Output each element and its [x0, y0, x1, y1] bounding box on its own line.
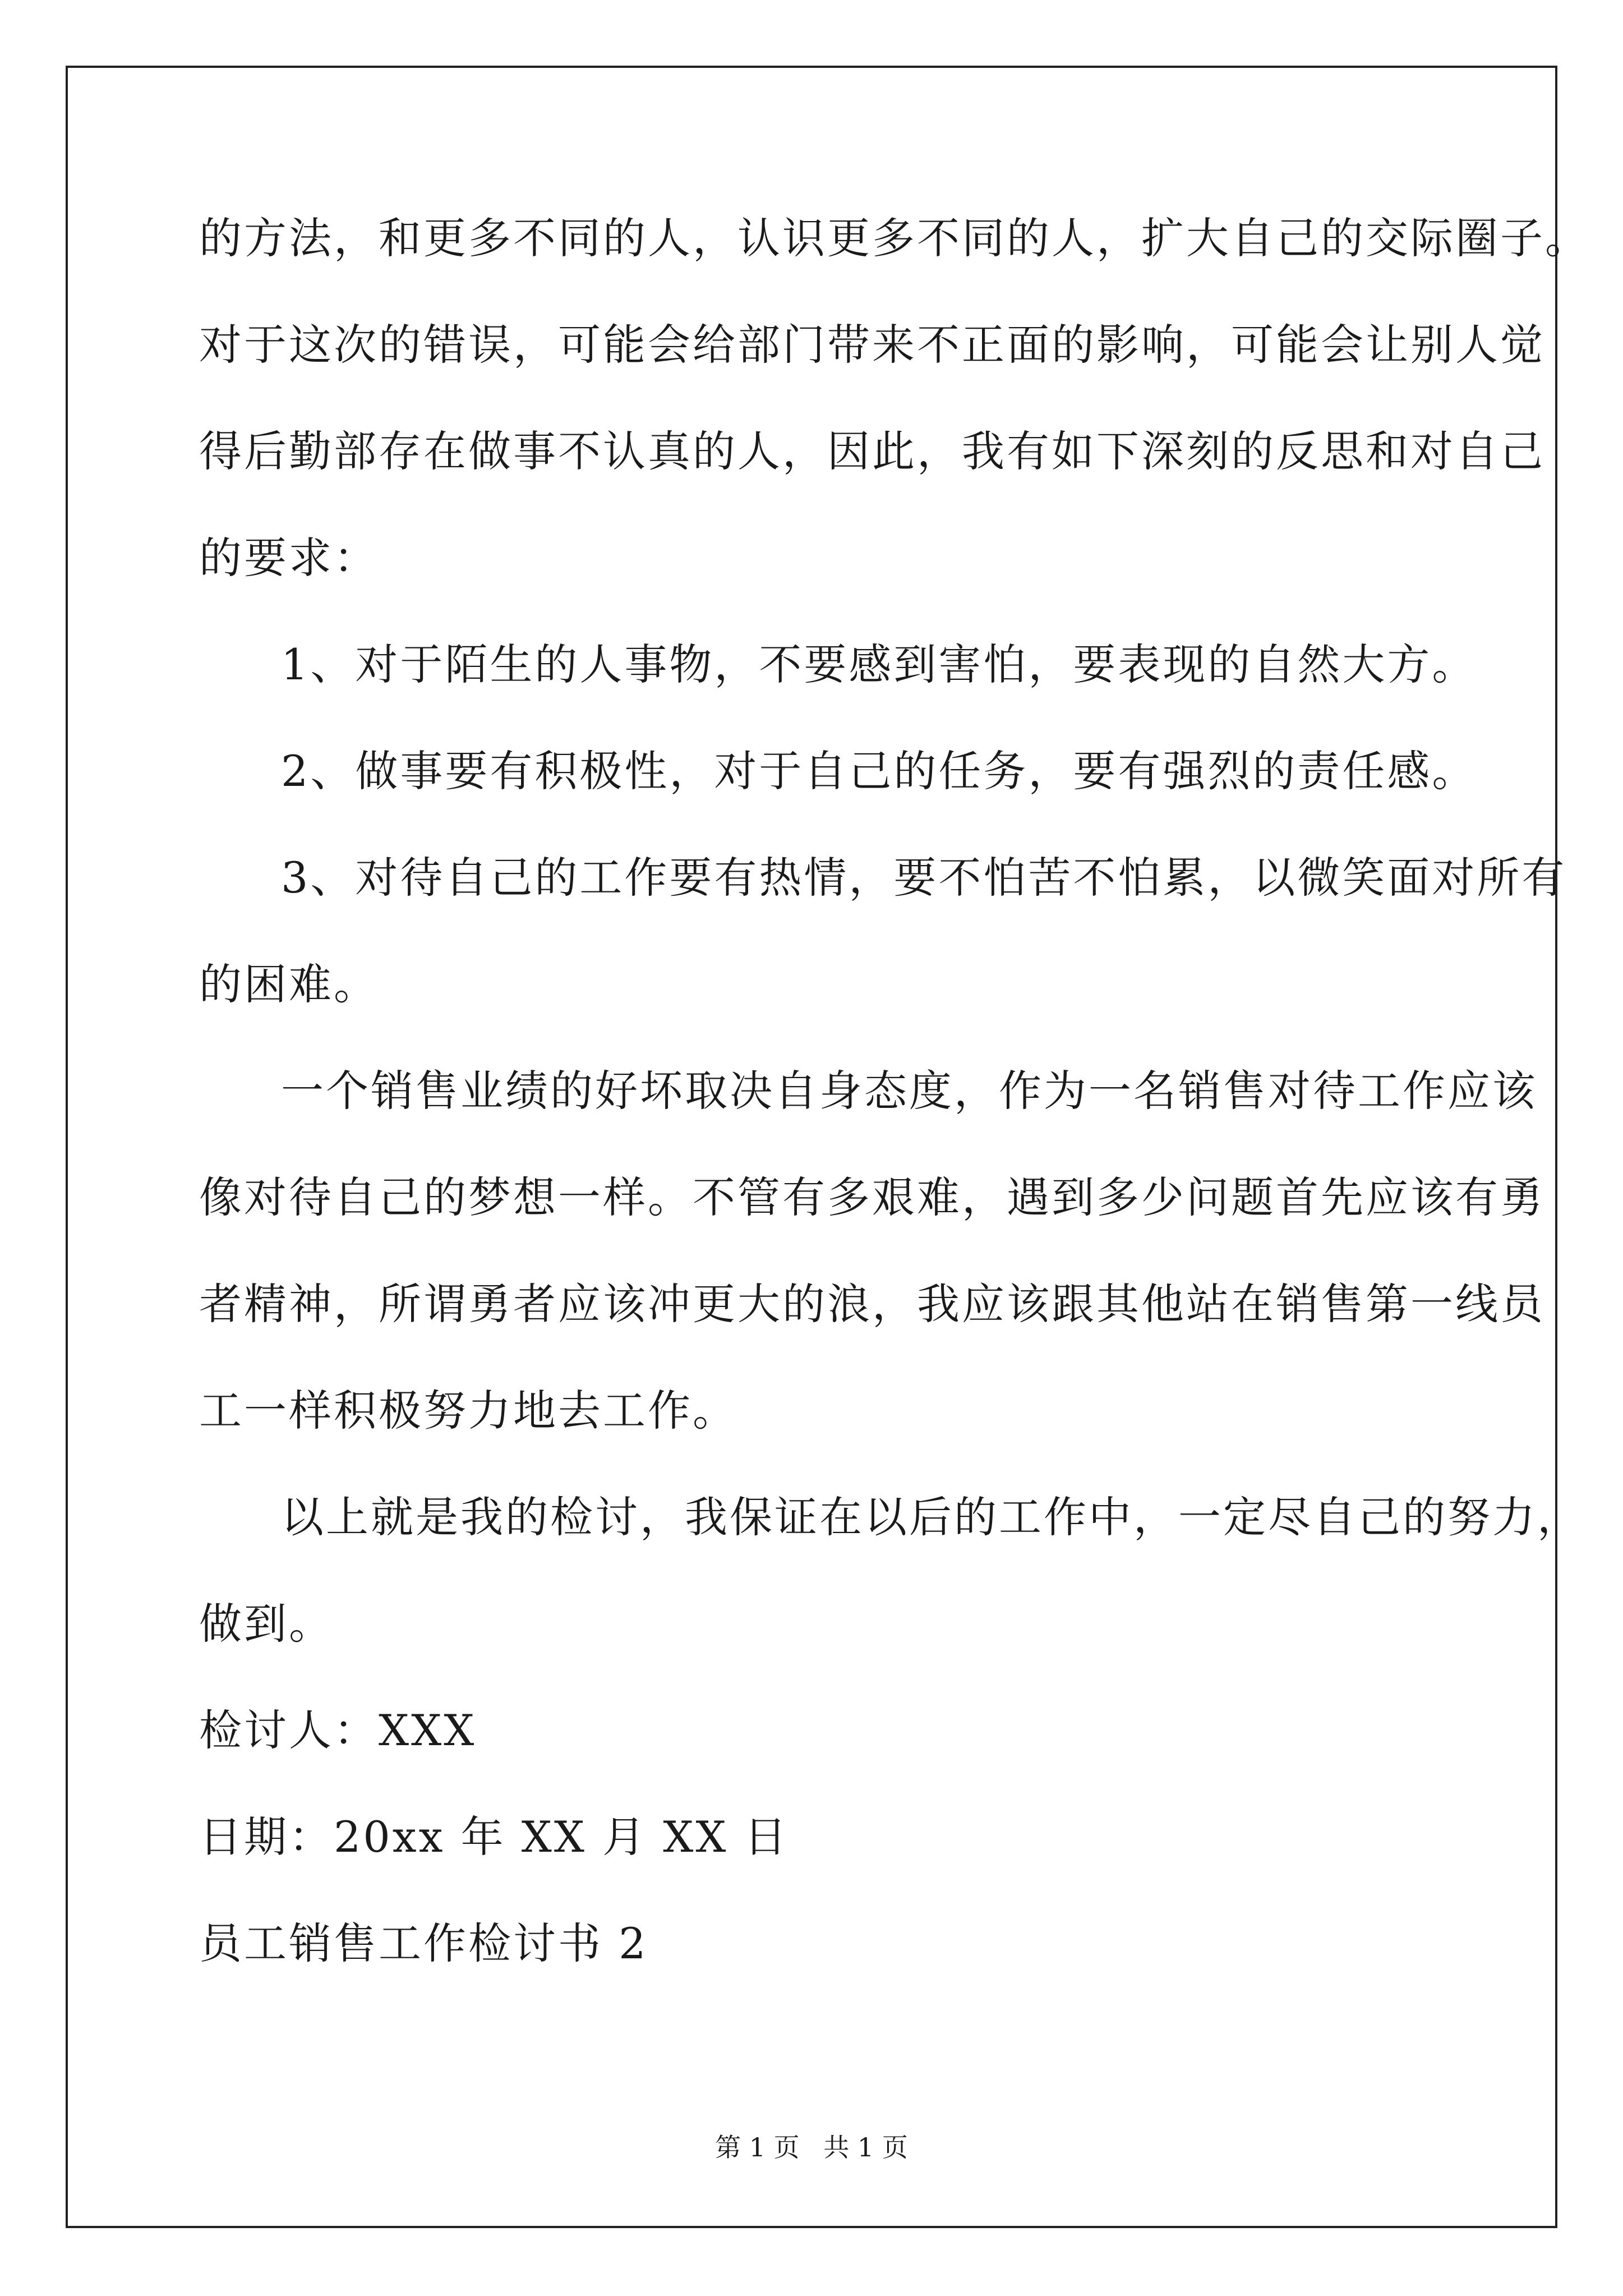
body-line: 的方法，和更多不同的人，认识更多不同的人，扩大自己的交际圈子。	[199, 213, 1590, 263]
section-title: 员工销售工作检讨书 2	[199, 1918, 648, 1968]
body-line: 的困难。	[199, 959, 379, 1009]
signature-line: 检讨人：XXX	[199, 1705, 477, 1755]
body-line: 做到。	[199, 1599, 334, 1649]
page-border	[66, 66, 1557, 2228]
body-line: 工一样积极努力地去工作。	[199, 1386, 737, 1435]
list-item: 3、对待自己的工作要有热情，要不怕苦不怕累，以微笑面对所有	[281, 853, 1567, 903]
page-footer	[0, 2132, 1623, 2163]
list-item: 2、做事要有积极性，对于自己的任务，要有强烈的责任感。	[281, 746, 1477, 796]
date-line: 日期：20xx 年 XX 月 XX 日	[199, 1812, 789, 1862]
paragraph-start: 一个销售业绩的好坏取决自身态度，作为一名销售对待工作应该	[281, 1066, 1537, 1116]
body-line: 得后勤部存在做事不认真的人，因此，我有如下深刻的反思和对自己	[199, 426, 1545, 476]
paragraph-start: 以上就是我的检讨，我保证在以后的工作中，一定尽自己的努力，	[281, 1492, 1582, 1542]
body-line: 者精神，所谓勇者应该冲更大的浪，我应该跟其他站在销售第一线员	[199, 1279, 1545, 1329]
body-line: 对于这次的错误，可能会给部门带来不正面的影响，可能会让别人觉	[199, 320, 1545, 370]
page-number-current: 第 1 页	[715, 2132, 800, 2162]
body-line: 像对待自己的梦想一样。不管有多艰难，遇到多少问题首先应该有勇	[199, 1172, 1545, 1222]
body-line: 的要求：	[199, 533, 379, 583]
page-number-total: 共 1 页	[823, 2132, 908, 2162]
list-item: 1、对于陌生的人事物，不要感到害怕，要表现的自然大方。	[281, 639, 1477, 689]
